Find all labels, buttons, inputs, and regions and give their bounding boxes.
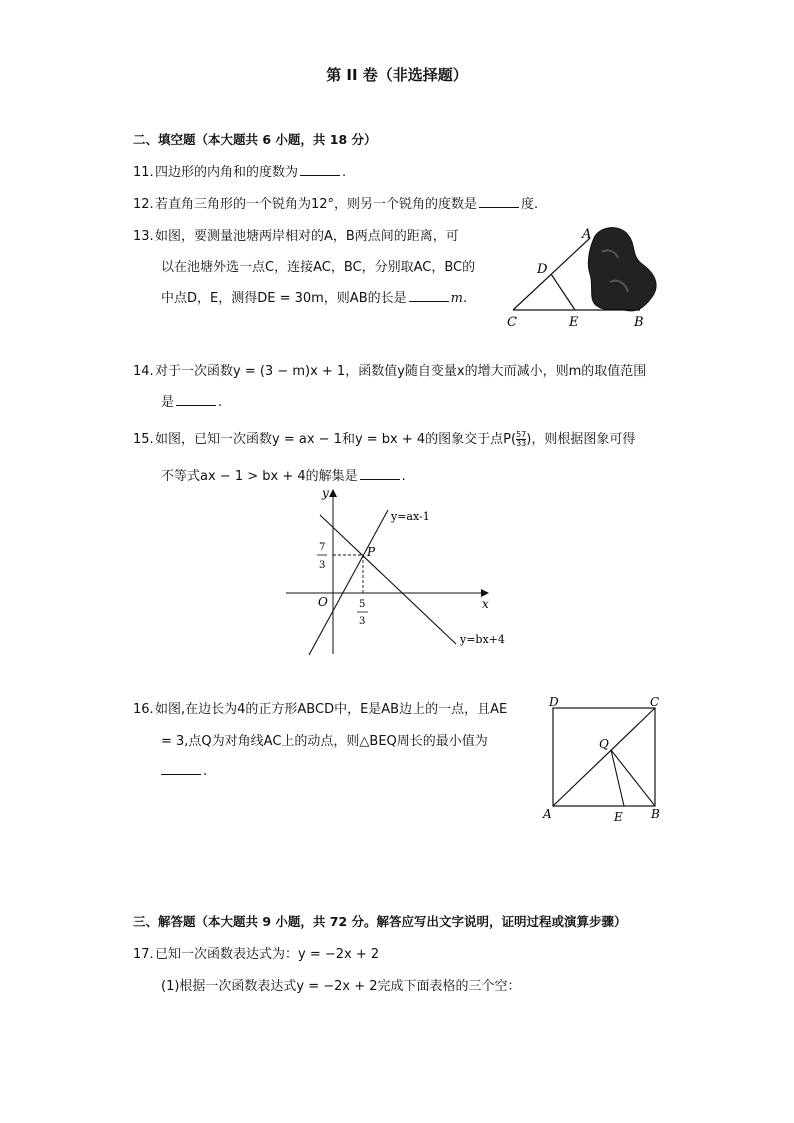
answer-blank[interactable] bbox=[360, 467, 400, 480]
question-tail: . bbox=[218, 395, 223, 410]
segment-de bbox=[551, 274, 575, 310]
answer-blank[interactable] bbox=[409, 289, 449, 302]
question-tail: . bbox=[342, 165, 347, 180]
label-e: E bbox=[614, 810, 623, 824]
question-text: 如图,在边长为4的正方形ABCD中，E是AB边上的一点，且AE bbox=[155, 702, 508, 717]
label-d: D bbox=[537, 262, 548, 277]
question-text: 是 bbox=[161, 395, 175, 410]
label-c: C bbox=[650, 695, 660, 709]
y-tick-denominator: 3 bbox=[319, 560, 326, 571]
x-tick-denominator: 3 bbox=[359, 616, 366, 627]
fraction-denominator: 3 bbox=[521, 439, 527, 448]
answer-blank[interactable] bbox=[479, 195, 519, 208]
section-fill-blank-heading: 二、填空题（本大题共 6 小题，共 18 分） bbox=[133, 132, 377, 147]
line-1-label: y=ax-1 bbox=[391, 510, 430, 523]
origin-label: O bbox=[318, 595, 328, 609]
label-c: C bbox=[507, 315, 517, 330]
label-q: Q bbox=[599, 737, 609, 751]
label-b: B bbox=[634, 315, 644, 330]
question-16-line-3 bbox=[161, 762, 207, 779]
question-13-line-2: 以在池塘外选一点C，连接AC，BC，分别取AC，BC的 bbox=[161, 260, 476, 275]
line-2-label: y=bx+4 bbox=[460, 633, 505, 646]
question-tail: . bbox=[401, 469, 406, 484]
fraction-numerator: 7 bbox=[521, 430, 527, 439]
answer-blank[interactable] bbox=[176, 393, 216, 406]
pond-shape bbox=[588, 228, 656, 311]
pond-figure bbox=[500, 222, 670, 334]
line-y-bx-4 bbox=[320, 515, 456, 644]
question-number: 14. bbox=[133, 364, 154, 379]
question-tail: . bbox=[203, 764, 208, 779]
label-d: D bbox=[549, 695, 559, 709]
question-17-line-1 bbox=[133, 943, 379, 962]
question-text: 若直角三角形的一个锐角为12°，则另一个锐角的度数是 bbox=[155, 197, 478, 212]
question-text: 中点D，E，测得DE = 30m，则AB的长是 bbox=[161, 291, 407, 306]
section-solution-heading: 三、解答题（本大题共 9 小题，共 72 分。解答应写出文字说明，证明过程或演算步骤） bbox=[133, 914, 627, 929]
label-e: E bbox=[569, 315, 579, 330]
answer-blank[interactable] bbox=[300, 163, 340, 176]
diagonal-ac bbox=[553, 708, 655, 806]
question-13-line-1 bbox=[133, 225, 459, 244]
linear-functions-graph bbox=[280, 484, 520, 659]
y-tick-numerator: 7 bbox=[319, 542, 326, 553]
question-number: 12. bbox=[133, 197, 154, 212]
y-axis-label: y bbox=[322, 486, 329, 500]
question-number: 11. bbox=[133, 165, 154, 180]
square-figure bbox=[540, 694, 670, 826]
question-14-line-2 bbox=[161, 391, 222, 410]
question-15-line-2 bbox=[161, 465, 406, 484]
line-y-ax-1 bbox=[309, 510, 388, 655]
question-16-line-2: = 3,点Q为对角线AC上的动点，则△BEQ周长的最小值为 bbox=[161, 734, 488, 749]
question-text: 已知一次函数表达式为：y = −2x + 2 bbox=[155, 947, 380, 962]
question-text: 如图，已知一次函数y = ax − 1和y = bx + 4的图象交于点P( bbox=[155, 432, 517, 447]
question-13-line-3 bbox=[161, 287, 467, 306]
question-16-line-1 bbox=[133, 698, 507, 717]
page-title: 第 II 卷（非选择题） bbox=[326, 66, 468, 84]
answer-blank[interactable] bbox=[161, 762, 201, 775]
question-text: 对于一次函数y = (3 − m)x + 1，函数值y随自变量x的增大而减小，则m的取值范围 bbox=[155, 364, 647, 379]
question-number: 16. bbox=[133, 702, 154, 717]
fraction-numerator: 5 bbox=[516, 430, 522, 439]
label-a: A bbox=[543, 807, 552, 821]
question-12 bbox=[133, 193, 538, 212]
x-tick-numerator: 5 bbox=[359, 599, 366, 610]
question-number: 13. bbox=[133, 229, 154, 244]
question-11 bbox=[133, 161, 346, 180]
fraction-denominator: 3 bbox=[516, 439, 522, 448]
x-axis-label: x bbox=[482, 597, 489, 611]
question-15-line-1 bbox=[133, 428, 635, 448]
question-text: 不等式ax − 1 > bx + 4的解集是 bbox=[161, 469, 358, 484]
question-text-cont: )，则根据图象可得 bbox=[526, 432, 636, 447]
question-text: 如图，要测量池塘两岸相对的A，B两点间的距离，可 bbox=[155, 229, 459, 244]
question-14-line-1 bbox=[133, 360, 646, 379]
question-number: 17. bbox=[133, 947, 154, 962]
question-tail: m. bbox=[450, 291, 468, 306]
question-tail: 度. bbox=[521, 197, 539, 212]
question-17-part-1: (1)根据一次函数表达式y = −2x + 2完成下面表格的三个空： bbox=[161, 979, 521, 994]
question-text: 四边形的内角和的度数为 bbox=[155, 165, 299, 180]
label-b: B bbox=[651, 807, 660, 821]
question-number: 15. bbox=[133, 432, 154, 447]
point-p-label: P bbox=[367, 545, 376, 559]
label-a: A bbox=[582, 227, 592, 242]
